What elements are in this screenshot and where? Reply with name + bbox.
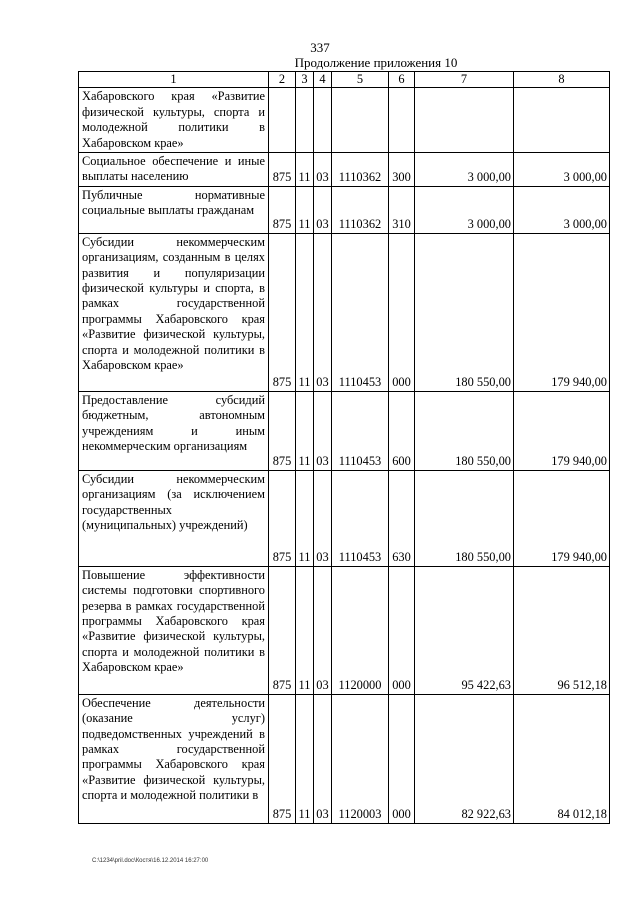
cell-section: 11 (296, 694, 314, 823)
row-description: Субсидии некоммерческим организациям (за исключением государственных (муниципальных) учреждений) (79, 470, 269, 566)
row-description: Публичные нормативные социальные выплаты гражданам (79, 186, 269, 233)
column-header: 3 (296, 72, 314, 88)
table-row (79, 186, 610, 233)
cell-amount-col8: 3 000,00 (514, 153, 610, 187)
cell-ministry: 875 (269, 391, 296, 470)
column-header: 1 (79, 72, 269, 88)
cell-expense-type (389, 88, 415, 153)
column-header: 7 (415, 72, 514, 88)
budget-table (78, 71, 610, 824)
cell-amount-col7: 180 550,00 (415, 391, 514, 470)
cell-target-article: 1110362 (332, 153, 389, 187)
cell-amount-col7: 82 922,63 (415, 694, 514, 823)
file-path-footer: C:\1234\pril.doc\Костя\16.12.2014 16:27:00 (92, 858, 209, 864)
table-row (79, 233, 610, 391)
table-row (79, 470, 610, 566)
cell-subsection: 03 (314, 391, 332, 470)
table-row (79, 566, 610, 694)
table-row (79, 391, 610, 470)
cell-section: 11 (296, 153, 314, 187)
row-description: Обеспечение деятельности (оказание услуг) подведомственных учреждений в рамках государственной программы Хабаровского края «Развитие физической культуры, спорта и молодежной политики в (79, 694, 269, 823)
column-header: 2 (269, 72, 296, 88)
cell-amount-col8: 179 940,00 (514, 470, 610, 566)
cell-amount-col8: 179 940,00 (514, 233, 610, 391)
cell-subsection: 03 (314, 233, 332, 391)
cell-amount-col8: 96 512,18 (514, 566, 610, 694)
cell-subsection: 03 (314, 566, 332, 694)
cell-subsection: 03 (314, 186, 332, 233)
header-row (79, 72, 610, 88)
cell-target-article: 1120000 (332, 566, 389, 694)
cell-section: 11 (296, 470, 314, 566)
cell-amount-col7: 3 000,00 (415, 153, 514, 187)
cell-amount-col8: 84 012,18 (514, 694, 610, 823)
cell-section: 11 (296, 391, 314, 470)
page-number: 337 (310, 40, 330, 55)
cell-subsection: 03 (314, 153, 332, 187)
cell-target-article: 1110362 (332, 186, 389, 233)
cell-ministry: 875 (269, 694, 296, 823)
cell-amount-col8: 3 000,00 (514, 186, 610, 233)
cell-section: 11 (296, 566, 314, 694)
cell-amount-col7 (415, 88, 514, 153)
cell-amount-col7: 180 550,00 (415, 233, 514, 391)
column-header: 5 (332, 72, 389, 88)
cell-expense-type: 000 (389, 566, 415, 694)
cell-section: 11 (296, 186, 314, 233)
cell-section: 11 (296, 233, 314, 391)
cell-expense-type: 310 (389, 186, 415, 233)
cell-amount-col7: 180 550,00 (415, 470, 514, 566)
row-description: Предоставление субсидий бюджетным, автономным учреждениям и иным некоммерческим организациям (79, 391, 269, 470)
cell-target-article: 1110453 (332, 391, 389, 470)
column-header: 8 (514, 72, 610, 88)
cell-target-article (332, 88, 389, 153)
row-description: Субсидии некоммерческим организациям, созданным в целях развития и популяризации физической культуры и спорта, в рамках государственной программы Хабаровского края «Развитие физической культуры, спорта и молодежной политики в Хабаровском крае» (79, 233, 269, 391)
cell-ministry (269, 88, 296, 153)
cell-amount-col8: 179 940,00 (514, 391, 610, 470)
cell-target-article: 1110453 (332, 470, 389, 566)
cell-subsection: 03 (314, 694, 332, 823)
cell-ministry: 875 (269, 566, 296, 694)
cell-expense-type: 630 (389, 470, 415, 566)
row-description: Повышение эффективности системы подготовки спортивного резерва в рамках государственной программы Хабаровского края «Развитие физической культуры, спорта и молодежной политики в Хабаровском крае» (79, 566, 269, 694)
cell-expense-type: 000 (389, 694, 415, 823)
cell-target-article: 1110453 (332, 233, 389, 391)
row-description: Социальное обеспечение и иные выплаты населению (79, 153, 269, 187)
cell-expense-type: 000 (389, 233, 415, 391)
cell-target-article: 1120003 (332, 694, 389, 823)
table-subtitle: Продолжение приложения 10 (294, 55, 458, 70)
table-row (79, 88, 610, 153)
table-row (79, 694, 610, 823)
table-row (79, 153, 610, 187)
cell-subsection: 03 (314, 470, 332, 566)
cell-ministry: 875 (269, 153, 296, 187)
cell-amount-col7: 95 422,63 (415, 566, 514, 694)
cell-ministry: 875 (269, 470, 296, 566)
cell-ministry: 875 (269, 233, 296, 391)
cell-ministry: 875 (269, 186, 296, 233)
cell-amount-col7: 3 000,00 (415, 186, 514, 233)
row-description: Хабаровского края «Развитие физической культуры, спорта и молодежной политики в Хабаровском крае» (79, 88, 269, 153)
cell-amount-col8 (514, 88, 610, 153)
cell-subsection (314, 88, 332, 153)
column-header: 6 (389, 72, 415, 88)
cell-section (296, 88, 314, 153)
column-header: 4 (314, 72, 332, 88)
cell-expense-type: 300 (389, 153, 415, 187)
cell-expense-type: 600 (389, 391, 415, 470)
